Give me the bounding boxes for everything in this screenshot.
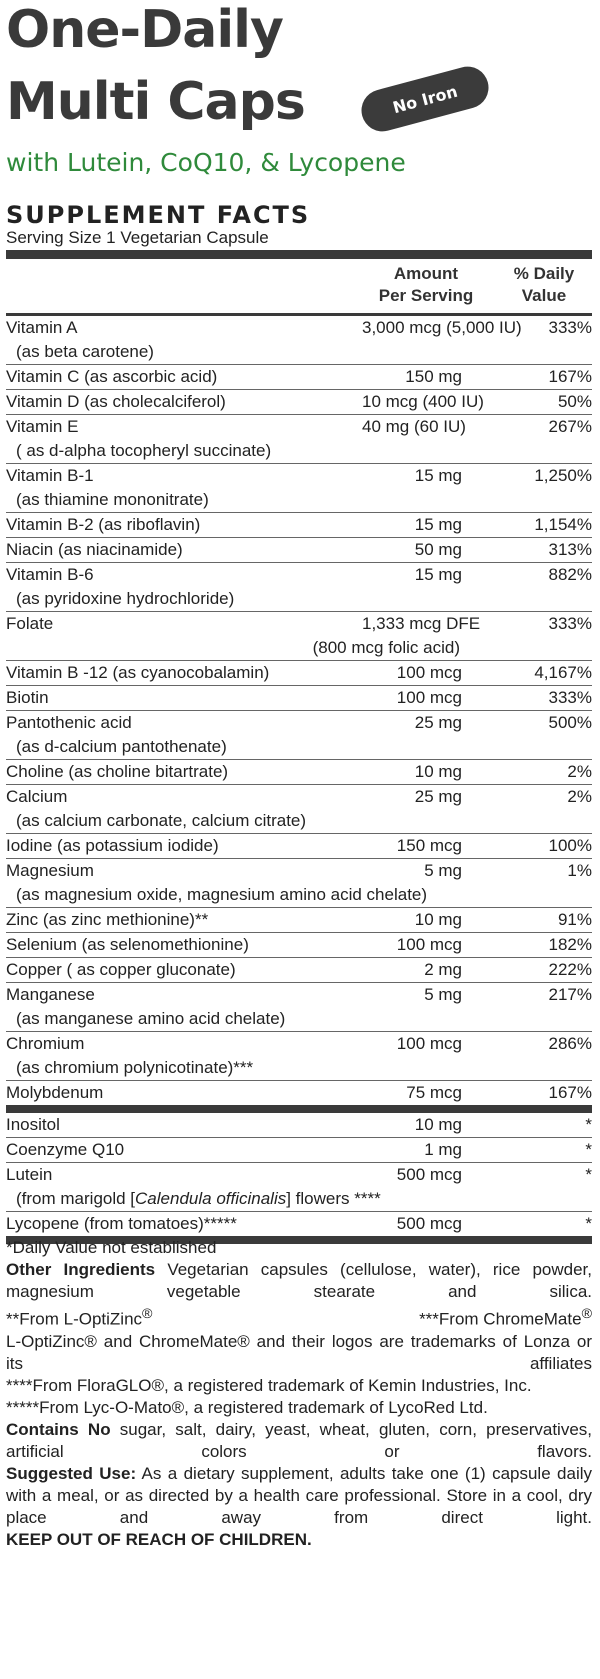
nutrient-source-row [6,439,592,464]
lutein-source-row [6,1187,592,1212]
nutrient-row [6,1212,592,1241]
nutrient-table [6,316,592,1244]
nutrient-amount: 75 mcg [362,1081,462,1110]
nutrient-amount: 40 mg (60 IU) [362,415,462,440]
product-subtitle: with Lutein, CoQ10, & Lycopene [6,148,406,177]
nutrient-name: Vitamin B-1 [6,464,362,489]
nutrient-source: (as pyridoxine hydrochloride) [16,589,235,608]
nutrient-name: Biotin [6,686,362,711]
nutrient-name: Lutein [6,1163,362,1188]
nutrient-dv: 500% [462,711,592,736]
nutrient-row [6,513,592,538]
nutrient-source-row [6,587,592,612]
contains-statement [6,1419,592,1463]
facts-title: SUPPLEMENT FACTS [6,201,311,229]
nutrient-amount: 500 mcg [362,1212,462,1241]
nutrient-dv: 167% [462,365,592,390]
nutrient-dv: 286% [462,1032,592,1057]
nutrient-name: Copper ( as copper gluconate) [6,958,362,983]
nutrient-dv: 2% [462,760,592,785]
suggested-use [6,1463,592,1529]
nutrient-dv [462,340,592,365]
nutrient-name: Vitamin A [6,318,78,337]
suggested-use-text: As a dietary supplement, adults take one (1) capsule daily with a meal, or as directed by a health care professional. Store in a cool, dry place and away from direct light. [6,1463,592,1527]
lutein-source-text-end: ] flowers **** [286,1189,381,1208]
nutrient-dv: * [462,1109,592,1138]
nutrient-row [6,958,592,983]
lutein-source [6,1187,592,1212]
nutrient-dv: * [462,1212,592,1241]
nutrient-row [6,661,592,686]
nutrient-dv: 267% [462,415,592,440]
nutrient-name: Manganese [6,983,362,1008]
nutrient-amount: 100 mcg [362,661,462,686]
nutrient-dv [462,883,592,908]
nutrient-source-row [6,340,592,365]
supplement-facts-panel [6,202,592,1244]
nutrient-amount [362,1056,462,1081]
nutrient-name: Coenzyme Q10 [6,1138,362,1163]
nutrient-row [6,686,592,711]
nutrient-source-row [6,488,592,513]
nutrient-dv: 50% [462,390,592,415]
nutrient-dv [462,735,592,760]
nutrient-dv [462,488,592,513]
nutrient-dv: 222% [462,958,592,983]
nutrient-row [6,760,592,785]
nutrient-name: Niacin (as niacinamide) [6,538,362,563]
nutrient-amount: 2 mg [362,958,462,983]
label-footer [6,1237,592,1551]
nutrient-source-row [6,809,592,834]
nutrient-dv: 333% [462,686,592,711]
nutrient-row [6,1109,592,1138]
nutrient-amount [362,439,462,464]
nutrient-name: Chromium [6,1032,362,1057]
product-title-line-2: Multi Caps [6,72,305,132]
nutrient-row [6,1032,592,1057]
nutrient-dv: 91% [462,908,592,933]
nutrient-amount: 15 mg [362,563,462,588]
nutrient-row [6,612,592,637]
nutrient-row [6,415,592,440]
amount-column-header [356,263,496,307]
nutrient-source: (as d-calcium pantothenate) [16,737,227,756]
nutrient-dv: * [462,1163,592,1188]
other-ingredients [6,1259,592,1303]
nutrient-row [6,538,592,563]
nutrient-amount: 150 mcg [362,834,462,859]
nutrient-name: Choline (as choline bitartrate) [6,760,362,785]
nutrient-dv: 1,250% [462,464,592,489]
nutrient-amount: 5 mg [362,859,462,884]
nutrient-name: Folate [6,612,362,637]
nutrient-amount: 25 mg [362,785,462,810]
amount-header-line-1: Amount [393,264,459,283]
product-title-line-1: One-Daily [6,0,283,60]
nutrient-source: (as calcium carbonate, calcium citrate) [16,811,307,830]
nutrient-amount-sub-row [6,636,592,661]
nutrient-row [6,365,592,390]
nutrient-amount: 100 mcg [362,933,462,958]
lutein-species: Calendula officinalis [135,1189,287,1208]
nutrient-dv [462,439,592,464]
nutrient-row [6,563,592,588]
nutrient-row [6,983,592,1008]
nutrient-amount [362,340,462,365]
nutrient-name: Lycopene (from tomatoes)***** [6,1212,362,1241]
nutrient-row [6,785,592,810]
suggested-use-label: Suggested Use: [6,1463,137,1483]
nutrient-amount [362,488,462,513]
nutrient-dv: 4,167% [462,661,592,686]
reg-mark: ® [581,1306,592,1322]
nutrient-amount: 15 mg [362,513,462,538]
nutrient-dv: 2% [462,785,592,810]
floraglo-note: ****From FloraGLO®, a registered trademark of Kemin Industries, Inc. [6,1375,532,1395]
nutrient-dv: 882% [462,563,592,588]
nutrient-row [6,316,592,340]
nutrient-name: Inositol [6,1109,362,1138]
nutrient-name: Vitamin C (as ascorbic acid) [6,365,362,390]
trademark-note: L-OptiZinc® and ChromeMate® and their logos are trademarks of Lonza or its affiliates [6,1331,592,1373]
nutrient-name: Zinc (as zinc methionine)** [6,908,362,933]
reg-mark: ® [142,1306,153,1322]
nutrient-name: Magnesium [6,859,362,884]
source-notes [6,1303,592,1331]
nutrient-source: (as beta carotene) [16,342,154,361]
nutrient-source-row [6,735,592,760]
serving-size: Serving Size 1 Vegetarian Capsule [6,228,269,247]
column-header [6,259,592,316]
nutrient-amount [362,735,462,760]
nutrient-source-row [6,883,592,908]
nutrient-dv [462,1007,592,1032]
dv-column-header [496,263,592,307]
nutrient-name: Molybdenum [6,1081,362,1110]
nutrient-row [6,1081,592,1110]
nutrient-row [6,390,592,415]
nutrient-name: Vitamin B -12 (as cyanocobalamin) [6,661,362,686]
nutrient-amount: 10 mg [362,1109,462,1138]
nutrient-row [6,933,592,958]
nutrient-source: (as magnesium oxide, magnesium amino acid chelate) [16,885,428,904]
nutrient-dv: 1,154% [462,513,592,538]
nutrient-row [6,1163,592,1188]
nutrient-name: Vitamin D (as cholecalciferol) [6,390,362,415]
dv-header-line-1: % Daily [513,264,575,283]
nutrient-name: Iodine (as potassium iodide) [6,834,362,859]
empty-cell [462,636,592,661]
no-iron-badge: No Iron [357,62,493,136]
nutrient-amount: 10 mg [362,760,462,785]
nutrient-amount-sub: (800 mcg folic acid) [312,638,460,657]
nutrient-dv: 313% [462,538,592,563]
nutrient-row [6,908,592,933]
nutrient-source: (as chromium polynicotinate)*** [16,1058,254,1077]
nutrient-dv: 100% [462,834,592,859]
contains-text: sugar, salt, dairy, yeast, wheat, gluten, corn, preservatives, artificial colors or flavors. [6,1419,592,1461]
chromemate-text: ***From ChromeMate [419,1309,582,1329]
optizinc-text: **From L-OptiZinc [6,1309,143,1329]
nutrient-amount: 25 mg [362,711,462,736]
nutrient-source-row [6,1007,592,1032]
nutrient-row [6,834,592,859]
nutrient-name: Vitamin E [6,415,362,440]
nutrient-dv: 333% [548,318,592,337]
nutrient-amount [362,809,462,834]
optizinc-note [6,1303,152,1331]
nutrient-dv: 182% [462,933,592,958]
dv-note: *Daily Value not established [6,1238,217,1257]
nutrient-dv: 217% [462,983,592,1008]
nutrient-dv [462,587,592,612]
nutrient-dv [462,1056,592,1081]
nutrient-name: Vitamin B-2 (as riboflavin) [6,513,362,538]
nutrient-amount: 5 mg [362,983,462,1008]
nutrient-name: Pantothenic acid [6,711,362,736]
nutrient-source: ( as d-alpha tocopheryl succinate) [16,441,272,460]
contains-label: Contains No [6,1419,111,1439]
nutrient-amount: 10 mcg (400 IU) [362,390,462,415]
nutrient-source: (as manganese amino acid chelate) [16,1009,286,1028]
nutrient-amount [362,587,462,612]
nutrient-amount: 10 mg [362,908,462,933]
dv-header-line-2: Value [521,286,567,305]
nutrient-row [6,464,592,489]
nutrient-row [6,859,592,884]
nutrient-amount: 15 mg [362,464,462,489]
nutrient-dv: 333% [462,612,592,637]
nutrient-amount: 50 mg [362,538,462,563]
thick-divider [6,250,592,259]
nutrient-amount: 100 mcg [362,686,462,711]
nutrient-source: (as thiamine mononitrate) [16,490,209,509]
nutrient-amount: 3,000 mcg (5,000 IU) [362,318,522,337]
nutrient-row [6,1138,592,1163]
nutrient-amount [362,1007,462,1032]
nutrient-name: Calcium [6,785,362,810]
nutrient-dv: * [462,1138,592,1163]
chromemate-note [419,1303,592,1331]
nutrient-amount: 100 mcg [362,1032,462,1057]
nutrient-amount: 1,333 mcg DFE [362,612,462,637]
product-header [0,0,600,200]
nutrient-name: Selenium (as selenomethionine) [6,933,362,958]
nutrient-amount: 150 mg [362,365,462,390]
other-ingredients-text: Vegetarian capsules (cellulose, water), rice powder, magnesium vegetable stearate and silica. [6,1260,592,1301]
nutrient-amount: 1 mg [362,1138,462,1163]
nutrient-dv: 1% [462,859,592,884]
nutrient-amount: 500 mcg [362,1163,462,1188]
lutein-source-text: (from marigold [ [16,1189,136,1208]
nutrient-dv [462,809,592,834]
lycomato-note: *****From Lyc-O-Mato®, a registered trademark of LycoRed Ltd. [6,1397,488,1417]
nutrient-dv: 167% [462,1081,592,1110]
nutrient-row [6,711,592,736]
nutrient-name: Vitamin B-6 [6,563,362,588]
nutrient-source-row [6,1056,592,1081]
other-ingredients-label: Other Ingredients [6,1260,156,1279]
keep-out-warning: KEEP OUT OF REACH OF CHILDREN. [6,1529,312,1549]
amount-header-line-2: Per Serving [378,286,474,305]
